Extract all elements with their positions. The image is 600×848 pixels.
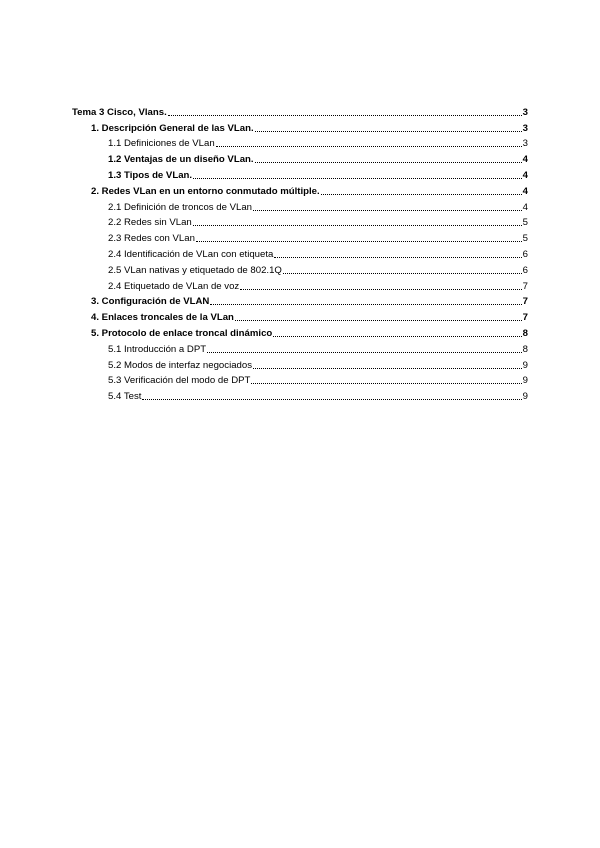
toc-page-number: 7 (522, 280, 528, 292)
toc-entry-label: 2.3 Redes con VLan (108, 233, 195, 245)
toc-entry-label: 5.1 Introducción a DPT (108, 343, 207, 355)
toc-page-number: 7 (522, 312, 528, 324)
toc-entry-label: 2. Redes VLan en un entorno conmutado múltiple. (91, 185, 320, 197)
toc-dot-leader (196, 241, 522, 242)
toc-dot-leader (235, 320, 522, 321)
toc-entry-label: 1.3 Tipos de VLan. (108, 169, 193, 181)
toc-entry-label: 4. Enlaces troncales de la VLan (91, 312, 234, 324)
toc-entry[interactable] (72, 228, 528, 244)
toc-page-number: 4 (522, 169, 528, 181)
toc-entry-label: 2.4 Identificación de VLan con etiqueta (108, 248, 274, 260)
toc-dot-leader (142, 399, 521, 400)
toc-entry-label: 3. Configuración de VLAN (91, 296, 210, 308)
toc-entry[interactable] (72, 371, 528, 387)
toc-entry-label: 2.2 Redes sin VLan (108, 217, 192, 229)
toc-dot-leader (321, 194, 522, 195)
toc-page-number: 9 (522, 375, 528, 387)
toc-dot-leader (253, 368, 522, 369)
table-of-contents (72, 102, 528, 402)
toc-dot-leader (210, 304, 521, 305)
toc-entry[interactable] (72, 165, 528, 181)
toc-entry[interactable] (72, 181, 528, 197)
toc-entry[interactable] (72, 102, 528, 118)
toc-entry[interactable] (72, 386, 528, 402)
toc-entry[interactable] (72, 134, 528, 150)
toc-entry-label: 5.2 Modos de interfaz negociados (108, 359, 252, 371)
toc-dot-leader (240, 289, 521, 290)
toc-page-number: 5 (522, 233, 528, 245)
toc-page-number: 6 (522, 248, 528, 260)
toc-entry[interactable] (72, 339, 528, 355)
toc-page-number: 3 (522, 122, 528, 134)
toc-entry-label: 1. Descripción General de las VLan. (91, 122, 254, 134)
toc-page-number: 9 (522, 359, 528, 371)
toc-dot-leader (253, 210, 522, 211)
toc-dot-leader (283, 273, 522, 274)
toc-dot-leader (255, 131, 522, 132)
toc-dot-leader (274, 257, 521, 258)
toc-entry-label: 5.4 Test (108, 391, 142, 403)
toc-dot-leader (168, 115, 522, 116)
toc-page-number: 7 (522, 296, 528, 308)
toc-page-number: 8 (522, 343, 528, 355)
toc-entry[interactable] (72, 197, 528, 213)
toc-entry[interactable] (72, 149, 528, 165)
toc-page-number: 6 (522, 264, 528, 276)
toc-entry-label: 2.5 VLan nativas y etiquetado de 802.1Q (108, 264, 282, 276)
toc-dot-leader (255, 162, 522, 163)
toc-page-number: 4 (522, 201, 528, 213)
toc-dot-leader (207, 352, 522, 353)
toc-page-number: 3 (522, 138, 528, 150)
toc-dot-leader (193, 178, 522, 179)
toc-entry[interactable] (72, 323, 528, 339)
toc-entry-label: Tema 3 Cisco, Vlans. (72, 106, 167, 118)
toc-dot-leader (216, 146, 522, 147)
toc-page-number: 3 (522, 106, 528, 118)
toc-dot-leader (251, 383, 521, 384)
toc-entry[interactable] (72, 292, 528, 308)
toc-page-number: 4 (522, 185, 528, 197)
toc-page-number: 9 (522, 391, 528, 403)
toc-entry-label: 2.4 Etiquetado de VLan de voz (108, 280, 240, 292)
toc-entry-label: 1.1 Definiciones de VLan (108, 138, 215, 150)
toc-entry[interactable] (72, 355, 528, 371)
toc-dot-leader (273, 336, 521, 337)
toc-entry[interactable] (72, 118, 528, 134)
toc-entry[interactable] (72, 260, 528, 276)
toc-entry[interactable] (72, 307, 528, 323)
toc-page-number: 5 (522, 217, 528, 229)
toc-entry-label: 1.2 Ventajas de un diseño VLan. (108, 154, 254, 166)
toc-page-number: 4 (522, 154, 528, 166)
toc-entry[interactable] (72, 244, 528, 260)
toc-entry[interactable] (72, 213, 528, 229)
toc-entry-label: 5. Protocolo de enlace troncal dinámico (91, 327, 273, 339)
toc-dot-leader (193, 225, 522, 226)
toc-entry-label: 5.3 Verificación del modo de DPT (108, 375, 251, 387)
toc-page-number: 8 (522, 327, 528, 339)
toc-entry[interactable] (72, 276, 528, 292)
toc-entry-label: 2.1 Definición de troncos de VLan (108, 201, 252, 213)
